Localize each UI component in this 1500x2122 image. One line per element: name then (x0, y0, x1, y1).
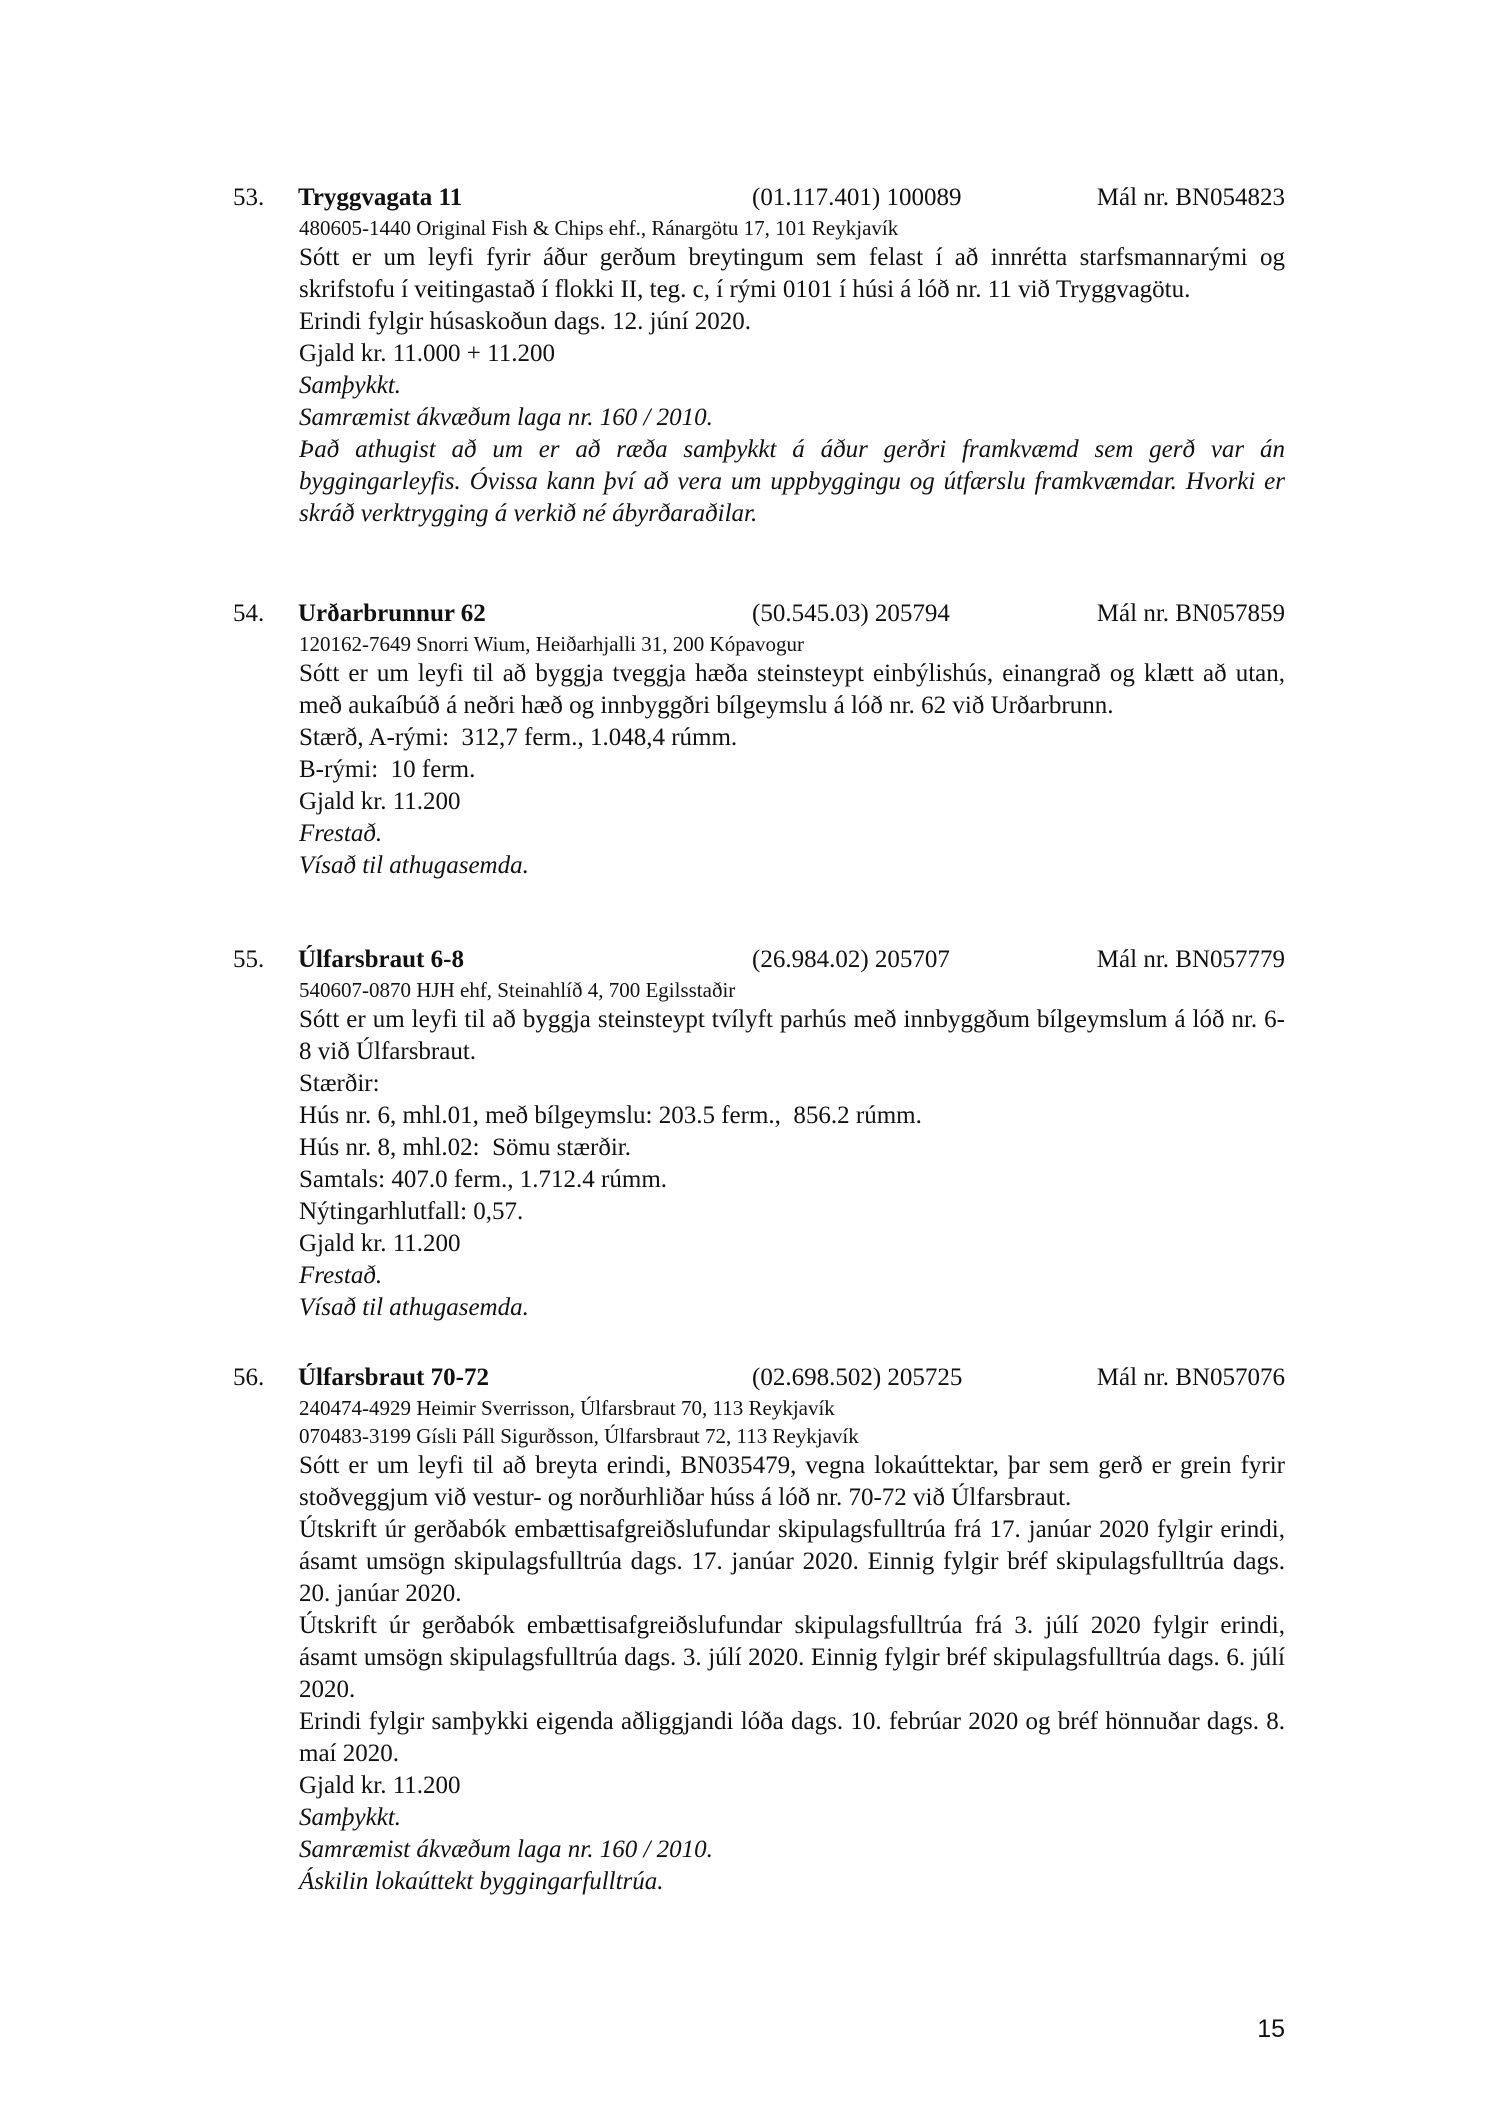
applicant: 070483-3199 Gísli Páll Sigurðsson, Úlfarsbraut 72, 113 Reykjavík (299, 1424, 859, 1448)
case-number: 56. (233, 1364, 265, 1391)
size-line: Hús nr. 6, mhl.01, með bílgeymslu: 203.5 ferm., 856.2 rúmm. (299, 1102, 922, 1129)
land-id: (26.984.02) 205707 (752, 946, 950, 973)
case-header (233, 598, 1285, 630)
case-header (233, 944, 1285, 976)
case-number: 53. (233, 184, 265, 211)
applicant: 480605-1440 Original Fish & Chips ehf., Ránargötu 17, 101 Reykjavík (299, 216, 899, 240)
fee-line: Gjald kr. 11.000 + 11.200 (299, 340, 555, 367)
case-address: Úlfarsbraut 70-72 (298, 1364, 489, 1391)
attachment-note: Útskrift úr gerðabók embættisafgreiðslufundar skipulagsfulltrúa frá 17. janúar 2020 fylgir erindi, ásamt umsögn skipulagsfulltrúa dags. 17. janúar 2020. Einnig fylgir bréf skipulagsfulltrúa dags. 20. janúar 2020. (299, 1516, 1285, 1607)
applicant: 540607-0870 HJH ehf, Steinahlíð 4, 700 Egilsstaðir (299, 978, 736, 1002)
attachment-note: Útskrift úr gerðabók embættisafgreiðslufundar skipulagsfulltrúa frá 3. júlí 2020 fylgir erindi, ásamt umsögn skipulagsfulltrúa dags. 3. júlí 2020. Einnig fylgir bréf skipulagsfulltrúa dags. 6. júlí 2020. (299, 1612, 1285, 1703)
case-reference: Mál nr. BN057076 (1096, 1364, 1285, 1391)
page-number: 15 (1257, 2015, 1285, 2043)
case-address: Tryggvagata 11 (298, 184, 463, 211)
case-reference: Mál nr. BN057859 (1096, 600, 1285, 627)
fee-line: Gjald kr. 11.200 (299, 1772, 461, 1799)
case-number: 55. (233, 946, 265, 973)
fee-line: Gjald kr. 11.200 (299, 788, 461, 815)
case-address: Úlfarsbraut 6-8 (298, 946, 464, 973)
size-line: Stærð, A-rými: 312,7 ferm., 1.048,4 rúmm. (299, 724, 738, 751)
description: Sótt er um leyfi til að byggja steinsteypt tvílyft parhús með innbyggðum bílgeymslum á lóð nr. 6-8 við Úlfarsbraut. (299, 1006, 1285, 1065)
case-item-54 (233, 598, 1285, 882)
decision-note: Áskilin lokaúttekt byggingarfulltrúa. (299, 1868, 664, 1895)
case-address: Urðarbrunnur 62 (298, 600, 486, 627)
decision-note: Vísað til athugasemda. (299, 1294, 529, 1321)
applicant: 120162-7649 Snorri Wium, Heiðarhjalli 31, 200 Kópavogur (299, 632, 805, 656)
decision-note: Samræmist ákvæðum laga nr. 160 / 2010. (299, 1836, 713, 1863)
size-line: Samtals: 407.0 ferm., 1.712.4 rúmm. (299, 1166, 668, 1193)
size-line: Stærðir: (299, 1070, 380, 1097)
description: Sótt er um leyfi til að breyta erindi, BN035479, vegna lokaúttektar, þar sem gerð er grein fyrir stoðveggjum við vestur- og norðurhliðar húss á lóð nr. 70-72 við Úlfarsbraut. (299, 1452, 1285, 1511)
decision-note: Vísað til athugasemda. (299, 852, 529, 879)
attachment-note: Erindi fylgir samþykki eigenda aðliggjandi lóða dags. 10. febrúar 2020 og bréf hönnuðar dags. 8. maí 2020. (299, 1708, 1285, 1767)
description: Sótt er um leyfi fyrir áður gerðum breytingum sem felast í að innrétta starfsmannarými og skrifstofu í veitingastað í flokki II, teg. c, í rými 0101 í húsi á lóð nr. 11 við Tryggvagötu. (299, 244, 1285, 303)
land-id: (01.117.401) 100089 (752, 184, 962, 211)
description: Sótt er um leyfi til að byggja tveggja hæða steinsteypt einbýlishús, einangrað og klætt að utan, með aukaíbúð á neðri hæð og innbyggðri bílgeymslu á lóð nr. 62 við Urðarbrunn. (299, 660, 1285, 719)
case-number: 54. (233, 600, 265, 627)
land-id: (02.698.502) 205725 (752, 1364, 963, 1391)
size-line: Nýtingarhlutfall: 0,57. (299, 1198, 524, 1225)
size-line: Hús nr. 8, mhl.02: Sömu stærðir. (299, 1134, 631, 1161)
detail-line: Erindi fylgir húsaskoðun dags. 12. júní 2020. (299, 308, 752, 335)
case-header (233, 182, 1285, 214)
decision: Frestað. (299, 1262, 383, 1289)
remark: Það athugist að um er að ræða samþykkt á áður gerðri framkvæmd sem gerð var án byggingarleyfis. Óvissa kann því að vera um uppbyggingu og útfærslu framkvæmdar. Hvorki er skráð verktrygging á verkið né ábyrðaraðilar. (299, 436, 1285, 527)
case-reference: Mál nr. BN054823 (1096, 184, 1285, 211)
case-reference: Mál nr. BN057779 (1096, 946, 1285, 973)
case-item-53 (233, 182, 1285, 530)
case-item-55 (233, 944, 1285, 1324)
land-id: (50.545.03) 205794 (752, 600, 950, 627)
size-line: B-rými: 10 ferm. (299, 756, 476, 783)
decision: Samþykkt. (299, 372, 402, 399)
applicant: 240474-4929 Heimir Sverrisson, Úlfarsbraut 70, 113 Reykjavík (299, 1396, 835, 1420)
fee-line: Gjald kr. 11.200 (299, 1230, 461, 1257)
decision-note: Samræmist ákvæðum laga nr. 160 / 2010. (299, 404, 713, 431)
decision: Frestað. (299, 820, 383, 847)
decision: Samþykkt. (299, 1804, 402, 1831)
case-item-56 (233, 1362, 1285, 1898)
case-header (233, 1362, 1285, 1394)
